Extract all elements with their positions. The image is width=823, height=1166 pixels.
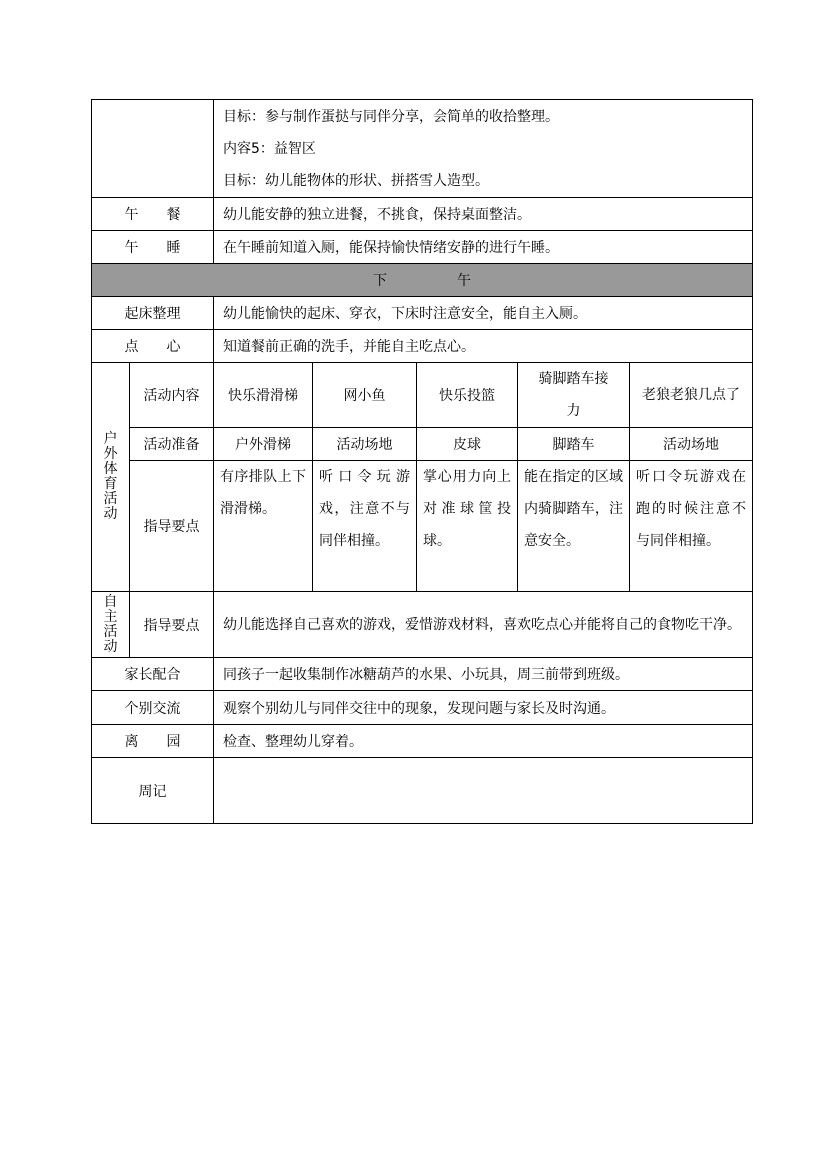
wakeup-label: 起床整理 [92, 297, 214, 330]
table-row [92, 297, 753, 330]
individual-label: 个别交流 [92, 691, 214, 725]
activity-prep: 皮球 [417, 428, 518, 461]
free-play-guide-label: 指导要点 [130, 592, 214, 658]
content-line: 内容5：益智区 [223, 140, 316, 157]
snack-text: 知道餐前正确的洗手，并能自主吃点心。 [214, 330, 753, 363]
afternoon-header: 下 午 [92, 264, 753, 297]
table-row [92, 428, 753, 461]
table-row [92, 264, 753, 297]
activity-guide: 听口令玩游戏，注意不与同伴相撞。 [313, 461, 417, 592]
activity-guide: 听口令玩游戏在跑的时候注意不与同伴相撞。 [630, 461, 753, 592]
activity-guide: 能在指定的区域内骑脚踏车，注意安全。 [518, 461, 630, 592]
weekly-label: 周记 [92, 758, 214, 824]
lunch-label: 午 餐 [92, 198, 214, 231]
parents-label: 家长配合 [92, 658, 214, 691]
activity-prep: 活动场地 [630, 428, 753, 461]
outdoor-side-label [92, 363, 130, 592]
activity-guide-label: 指导要点 [130, 461, 214, 592]
table-row [92, 198, 753, 231]
activity-guide: 掌心用力向上对准球筐投球。 [417, 461, 518, 592]
activity-content-label: 活动内容 [130, 363, 214, 428]
table-row [92, 725, 753, 758]
activity-name: 网小鱼 [313, 363, 417, 428]
goal-line: 目标：幼儿能物体的形状、拼搭雪人造型。 [223, 172, 489, 189]
parents-text: 同孩子一起收集制作冰糖葫芦的水果、小玩具，周三前带到班级。 [214, 658, 753, 691]
empty-label-cell [92, 100, 214, 198]
individual-text: 观察个别幼儿与同伴交往中的现象，发现问题与家长及时沟通。 [214, 691, 753, 725]
outdoor-side-text: 户外体育活动 [103, 431, 118, 522]
table-row [92, 758, 753, 824]
table-row [92, 461, 753, 592]
free-play-side-label [92, 592, 130, 658]
activity-prep: 活动场地 [313, 428, 417, 461]
free-play-text: 幼儿能选择自己喜欢的游戏，爱惜游戏材料，喜欢吃点心并能将自己的食物吃干净。 [214, 592, 753, 658]
table-row [92, 231, 753, 264]
table-row [92, 363, 753, 428]
table-row [92, 100, 753, 198]
activity-prep: 脚踏车 [518, 428, 630, 461]
table-row [92, 592, 753, 658]
goal-line: 目标：参与制作蛋挞与同伴分享，会简单的收拾整理。 [223, 108, 559, 125]
snack-label: 点 心 [92, 330, 214, 363]
area-goals-cell [214, 100, 753, 198]
activity-name: 快乐滑滑梯 [214, 363, 313, 428]
lunch-text: 幼儿能安静的独立进餐，不挑食，保持桌面整洁。 [214, 198, 753, 231]
wakeup-text: 幼儿能愉快的起床、穿衣，下床时注意安全，能自主入厕。 [214, 297, 753, 330]
nap-label: 午 睡 [92, 231, 214, 264]
table-row [92, 658, 753, 691]
activity-guide: 有序排队上下滑滑梯。 [214, 461, 313, 592]
nap-text: 在午睡前知道入厕，能保持愉快情绪安静的进行午睡。 [214, 231, 753, 264]
activity-name: 老狼老狼几点了 [630, 363, 753, 428]
activity-prep-label: 活动准备 [130, 428, 214, 461]
table-row [92, 691, 753, 725]
activity-name: 快乐投篮 [417, 363, 518, 428]
free-play-side-text: 自主活动 [103, 593, 118, 655]
weekly-text [214, 758, 753, 824]
activity-name: 骑脚踏车接力 [518, 363, 630, 428]
table-row [92, 330, 753, 363]
leaving-label: 离 园 [92, 725, 214, 758]
activity-prep: 户外滑梯 [214, 428, 313, 461]
daily-plan-table [91, 99, 753, 824]
leaving-text: 检查、整理幼儿穿着。 [214, 725, 753, 758]
